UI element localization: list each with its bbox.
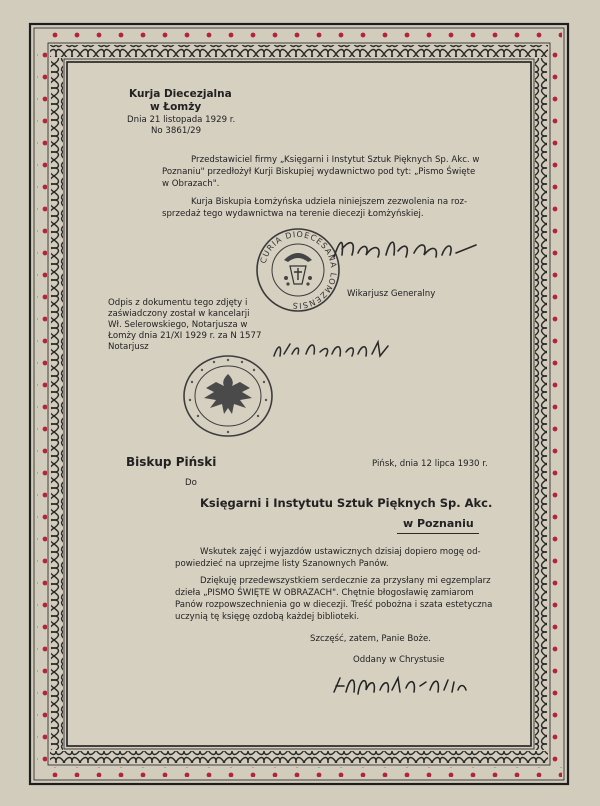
letter1-paragraph2-line2: sprzedaż tego wydawnictwa na terenie diecezji Łomżyńskiej. [162, 209, 424, 219]
letter2-addressee: Księgarni i Instytutu Sztuk Pięknych Sp. Akc. [200, 496, 493, 510]
notary-line5: Notarjusz [108, 342, 149, 352]
letter2-p2-line2: dzieła „PISMO ŚWIĘTE W OBRAZACH". Chętnie błogosławię zamiarom [175, 588, 474, 598]
notary-eagle-seal [180, 352, 276, 440]
letter2-closing-signoff: Oddany w Chrystusie [353, 655, 445, 665]
letter1-paragraph1-line3: w Obrazach". [162, 179, 220, 189]
letter2-closing-blessing: Szczęść, zatem, Panie Boże. [310, 634, 432, 644]
letter1-paragraph1-line1: Przedstawiciel firmy „Księgarni i Instytut Sztuk Pięknych Sp. Akc. w [191, 155, 480, 165]
notary-line3: Wł. Selerowskiego, Notarjusza w [108, 320, 248, 330]
bishop-sender: Biskup Piński [126, 455, 217, 469]
letter1-date: Dnia 21 listopada 1929 r. [127, 115, 236, 125]
letter2-p2-line3: Panów rozpowszechnienia go w diecezji. Treść pobożna i szata estetyczna [175, 600, 493, 610]
letter2-p1-line1: Wskutek zajęć i wyjazdów ustawicznych dzisiaj dopiero mogę od- [200, 547, 481, 557]
letter1-paragraph2-line1: Kurja Biskupia Łomżyńska udziela niniejszem zezwolenia na roz- [191, 197, 468, 207]
letter2-to: Do [185, 478, 197, 488]
letter2-p1-line2: powiedzieć na uprzejme listy Szanownych Panów. [175, 559, 389, 569]
notary-line4: Łomży dnia 21/XI 1929 r. za N 1577 [108, 331, 262, 341]
bishop-signature [330, 670, 470, 700]
curia-seal-stamp [254, 226, 342, 314]
letter2-place-date: Pińsk, dnia 12 lipca 1930 r. [372, 459, 488, 469]
diocese-curia-heading: Kurja Diecezjalna [129, 88, 232, 100]
letter2-p2-line1: Dziękuję przedewszystkiem serdecznie za przysłany mi egzemplarz [200, 576, 491, 586]
notary-line2: zaświadczony został w kancelarji [108, 309, 250, 319]
svg-text:CURIA DIOECESANA LOMZENSIS: CURIA DIOECESANA LOMZENSIS [258, 229, 339, 311]
letter2-city: w Poznaniu [403, 517, 474, 530]
vicar-general-signature [330, 233, 480, 265]
vicar-general-title: Wikarjusz Generalny [347, 289, 436, 299]
letter1-paragraph1-line2: Poznaniu" przedłożył Kurji Biskupiej wydawnictwo pod tyt: „Pismo Święte [162, 167, 476, 177]
letter2-p2-line4: uczynią tę księgę ozdobą każdej biblioteki. [175, 612, 360, 622]
city-underline [397, 533, 479, 534]
letter1-reference: No 3861/29 [151, 126, 202, 136]
notary-line1: Odpis z dokumentu tego zdjęty i [108, 298, 248, 308]
notary-signature [270, 336, 400, 362]
diocese-city-heading: w Łomży [150, 101, 202, 113]
